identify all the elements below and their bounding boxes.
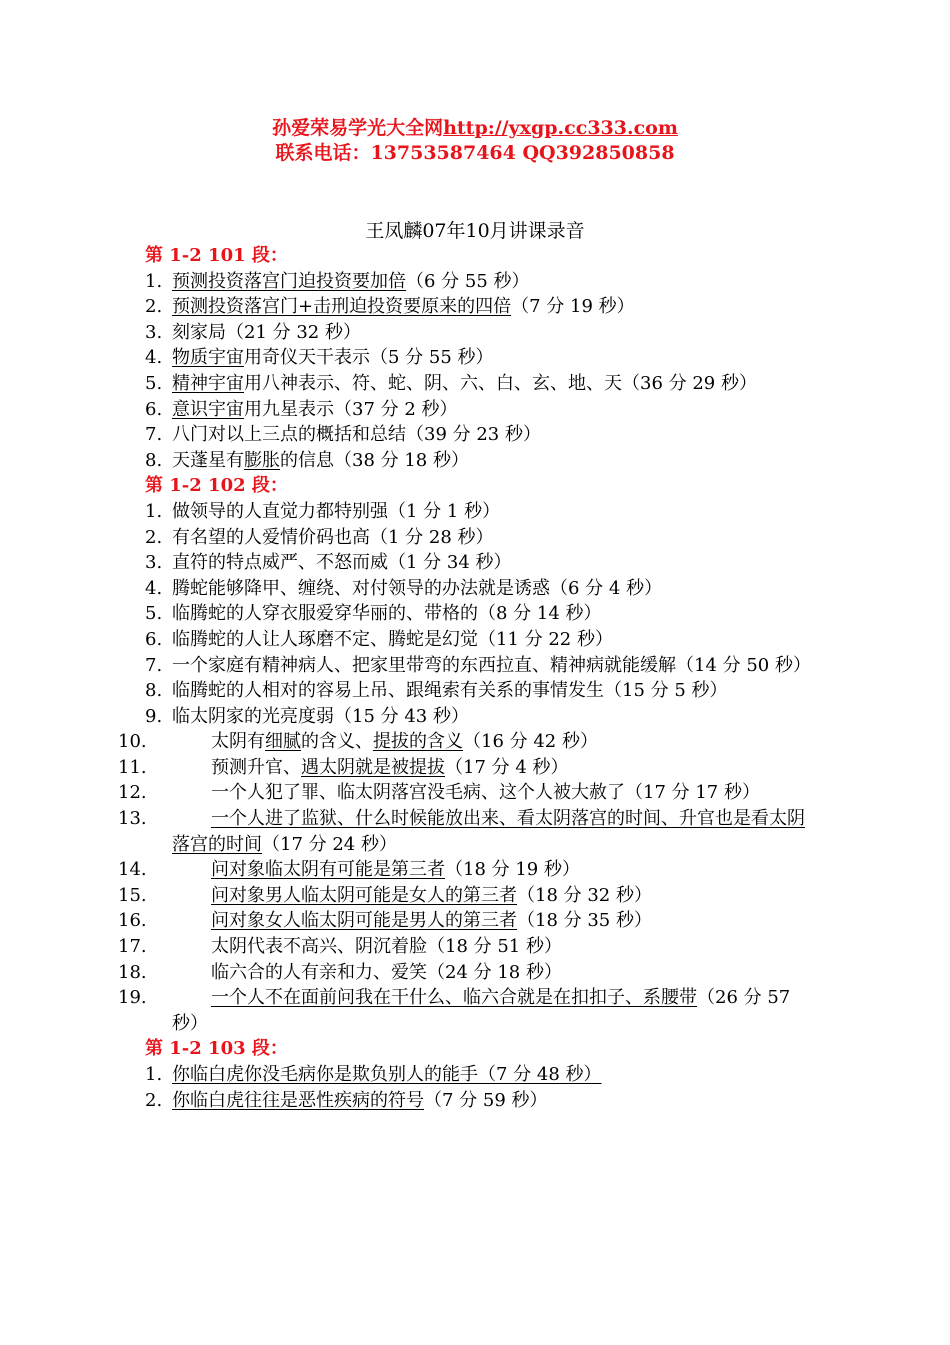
item-text: [172, 1088, 810, 1114]
item-text-underlined: 细腻: [265, 731, 301, 753]
list-item: [118, 908, 810, 934]
item-text-underlined: 预测投资落宫门+击刑迫投资要原来的四倍: [172, 296, 512, 318]
list-item: [145, 294, 810, 320]
item-number: 2.: [145, 526, 163, 548]
item-number: 16.: [118, 910, 147, 932]
item-number: 7.: [145, 654, 163, 676]
site-header: [0, 116, 950, 166]
item-text-plain: 做领导的人直觉力都特别强（1 分 1 秒）: [172, 500, 501, 522]
item-text: [172, 987, 790, 1034]
list-item: [145, 320, 810, 346]
item-number: 18.: [118, 961, 147, 983]
item-number: 6.: [145, 628, 163, 650]
item-text: [172, 550, 810, 576]
item-text: [172, 320, 810, 346]
item-text-plain: 用九星表示（37 分 2 秒）: [244, 398, 458, 420]
item-text: [172, 422, 810, 448]
item-text: [211, 859, 580, 880]
item-text: [172, 653, 810, 679]
item-text-plain: 一个家庭有精神病人、把家里带弯的东西拉直、精神病就能缓解（14 分 50 秒）: [172, 654, 811, 676]
item-text-plain: 临腾蛇的人穿衣服爱穿华丽的、带格的（8 分 14 秒）: [172, 603, 602, 625]
item-text: [172, 627, 810, 653]
item-number: 8.: [145, 680, 163, 702]
item-text-underlined: 一个人进了监狱、什么时候能放出来、看太阴落宫的时间、升官也是看太阴落宫的时间: [172, 808, 805, 855]
item-text: [172, 704, 810, 730]
site-name: 孙爱荣易学光大全网: [272, 117, 444, 139]
item-text-plain: 直符的特点威严、不怒而威（1 分 34 秒）: [172, 552, 512, 574]
item-number: 3.: [145, 552, 163, 574]
list-item: [118, 934, 810, 960]
item-number: 3.: [145, 321, 163, 343]
item-text-underlined: 你临白虎往往是恶性疾病的符号: [172, 1089, 424, 1111]
item-text-plain: （7 分 59 秒）: [424, 1089, 548, 1111]
item-text: [211, 782, 760, 803]
item-number: 1.: [145, 270, 163, 292]
list-item: [118, 857, 810, 883]
item-text: [172, 525, 810, 551]
page-title: 王凤麟07年10月讲课录音: [365, 220, 585, 242]
item-text-plain: （26 分 57 秒）: [172, 987, 791, 1034]
list-item: [145, 525, 810, 551]
item-text-underlined: 问对象男人临太阴可能是女人的第三者: [211, 884, 517, 906]
item-text: [172, 601, 810, 627]
item-text: [172, 397, 810, 423]
list-item: [145, 1088, 810, 1114]
item-text-plain: 天蓬星有: [172, 449, 244, 471]
item-text-plain: 用奇仪天干表示（5 分 55 秒）: [244, 347, 494, 369]
item-text-underlined: 问对象女人临太阴可能是男人的第三者: [211, 910, 517, 932]
item-text-underlined: 意识宇宙: [172, 398, 244, 420]
item-text-plain: （18 分 19 秒）: [445, 859, 580, 881]
item-text-underlined: 问对象临太阴有可能是第三者: [211, 859, 445, 881]
item-text-plain: （17 分 24 秒）: [262, 833, 397, 855]
list-item: [145, 345, 810, 371]
list-item: [118, 755, 810, 781]
item-text-underlined: 物质宇宙: [172, 347, 244, 369]
item-number: 4.: [145, 577, 163, 599]
item-text: [211, 757, 569, 778]
list-item: [145, 371, 810, 397]
list-item: [145, 653, 810, 679]
item-text: [172, 678, 810, 704]
item-text-plain: 临太阴家的光亮度弱（15 分 43 秒）: [172, 705, 469, 727]
list-item: [145, 550, 810, 576]
item-text-plain: （18 分 32 秒）: [517, 884, 652, 906]
list-item: [118, 985, 810, 1036]
item-text-underlined: 精神宇宙: [172, 372, 244, 394]
item-number: 8.: [145, 449, 163, 471]
item-text: [172, 294, 810, 320]
item-text: [172, 269, 810, 295]
item-text: [172, 576, 810, 602]
item-number: 5.: [145, 372, 163, 394]
item-text: [211, 962, 562, 983]
list-item: [145, 678, 810, 704]
item-number: 15.: [118, 884, 147, 906]
item-text-plain: 临六合的人有亲和力、爱笑（24 分 18 秒）: [211, 961, 562, 983]
list-item: [145, 499, 810, 525]
item-text: [211, 910, 652, 931]
item-text: [172, 371, 810, 397]
item-text-plain: 的信息（38 分 18 秒）: [280, 449, 469, 471]
item-number: 12.: [118, 782, 147, 804]
item-number: 7.: [145, 424, 163, 446]
item-text-plain: （17 分 4 秒）: [445, 756, 569, 778]
contact-line: 联系电话：13753587464 QQ392850858: [275, 142, 675, 164]
list-item: [145, 704, 810, 730]
item-text-plain: 太阴有: [211, 731, 265, 753]
lecture-outline: [118, 243, 811, 1113]
item-number: 13.: [118, 808, 147, 830]
item-text-plain: 刻家局（21 分 32 秒）: [172, 321, 361, 343]
list-item: [145, 601, 810, 627]
item-text-plain: 腾蛇能够降甲、缠绕、对付领导的办法就是诱惑（6 分 4 秒）: [172, 577, 663, 599]
item-text-plain: （18 分 35 秒）: [517, 910, 652, 932]
item-number: 4.: [145, 347, 163, 369]
item-text: [211, 885, 652, 906]
item-text-plain: （6 分 55 秒）: [406, 270, 530, 292]
item-text: [172, 345, 810, 371]
list-item: [118, 960, 810, 986]
item-text-plain: 的含义、: [301, 731, 373, 753]
item-text: [172, 448, 810, 474]
item-number: 10.: [118, 731, 147, 753]
list-item: [118, 883, 810, 909]
item-text: [172, 499, 810, 525]
item-number: 2.: [145, 296, 163, 318]
item-text-plain: 有名望的人爱情价码也高（1 分 28 秒）: [172, 526, 494, 548]
list-item: [145, 269, 810, 295]
list-item: [118, 729, 810, 755]
item-text-underlined: 膨胀: [244, 449, 280, 471]
item-number: 1.: [145, 1064, 163, 1085]
item-text-underlined: 提拔的含义: [373, 731, 463, 753]
list-item: [145, 397, 810, 423]
item-number: 2.: [145, 1089, 163, 1111]
item-number: 11.: [118, 756, 147, 778]
section-heading: 第 1-2 102 段：: [145, 475, 288, 497]
item-text-underlined: 预测投资落宫门迫投资要加倍: [172, 270, 406, 292]
item-text-plain: 临腾蛇的人让人琢磨不定、腾蛇是幻觉（11 分 22 秒）: [172, 628, 613, 650]
item-text: [172, 1062, 810, 1088]
item-text-plain: 一个人犯了罪、临太阴落宫没毛病、这个人被大赦了（17 分 17 秒）: [211, 782, 760, 804]
item-text-plain: （16 分 42 秒）: [463, 731, 598, 753]
item-text-underlined: 一个人不在面前问我在干什么、临六合就是在扣扣子、系腰带: [211, 987, 697, 1009]
item-number: 5.: [145, 603, 163, 625]
item-text: [172, 808, 805, 855]
item-text-underlined: 遇太阴就是被提拔: [301, 756, 445, 778]
item-number: 6.: [145, 398, 163, 420]
item-text-plain: 用八神表示、符、蛇、阴、六、白、玄、地、天（36 分 29 秒）: [244, 372, 757, 394]
item-text-plain: 太阴代表不高兴、阴沉着脸（18 分 51 秒）: [211, 936, 562, 958]
list-item: [145, 627, 810, 653]
list-item: [145, 422, 810, 448]
section-heading: 第 1-2 103 段：: [145, 1038, 288, 1060]
site-url[interactable]: http://yxgp.cc333.com: [443, 117, 678, 139]
item-number: 9.: [145, 705, 163, 727]
item-text-plain: 预测升官、: [211, 756, 301, 778]
list-item: [145, 1062, 810, 1088]
item-text: [211, 731, 598, 752]
item-text-plain: 临腾蛇的人相对的容易上吊、跟绳索有关系的事情发生（15 分 5 秒）: [172, 680, 728, 702]
item-text-plain: （7 分 19 秒）: [511, 296, 635, 318]
item-number: 17.: [118, 936, 147, 958]
list-item: [118, 806, 810, 857]
item-text-underlined: 你临白虎你没毛病你是欺负别人的能手（7 分 48 秒）: [172, 1064, 602, 1085]
item-text: [211, 936, 562, 957]
header-line-1: [0, 116, 950, 141]
list-item: [118, 780, 810, 806]
item-number: 19.: [118, 987, 147, 1009]
item-text-plain: 八门对以上三点的概括和总结（39 分 23 秒）: [172, 424, 541, 446]
item-number: 14.: [118, 859, 147, 881]
item-number: 1.: [145, 500, 163, 522]
section-heading: 第 1-2 101 段：: [145, 245, 288, 266]
list-item: [145, 448, 810, 474]
list-item: [145, 576, 810, 602]
